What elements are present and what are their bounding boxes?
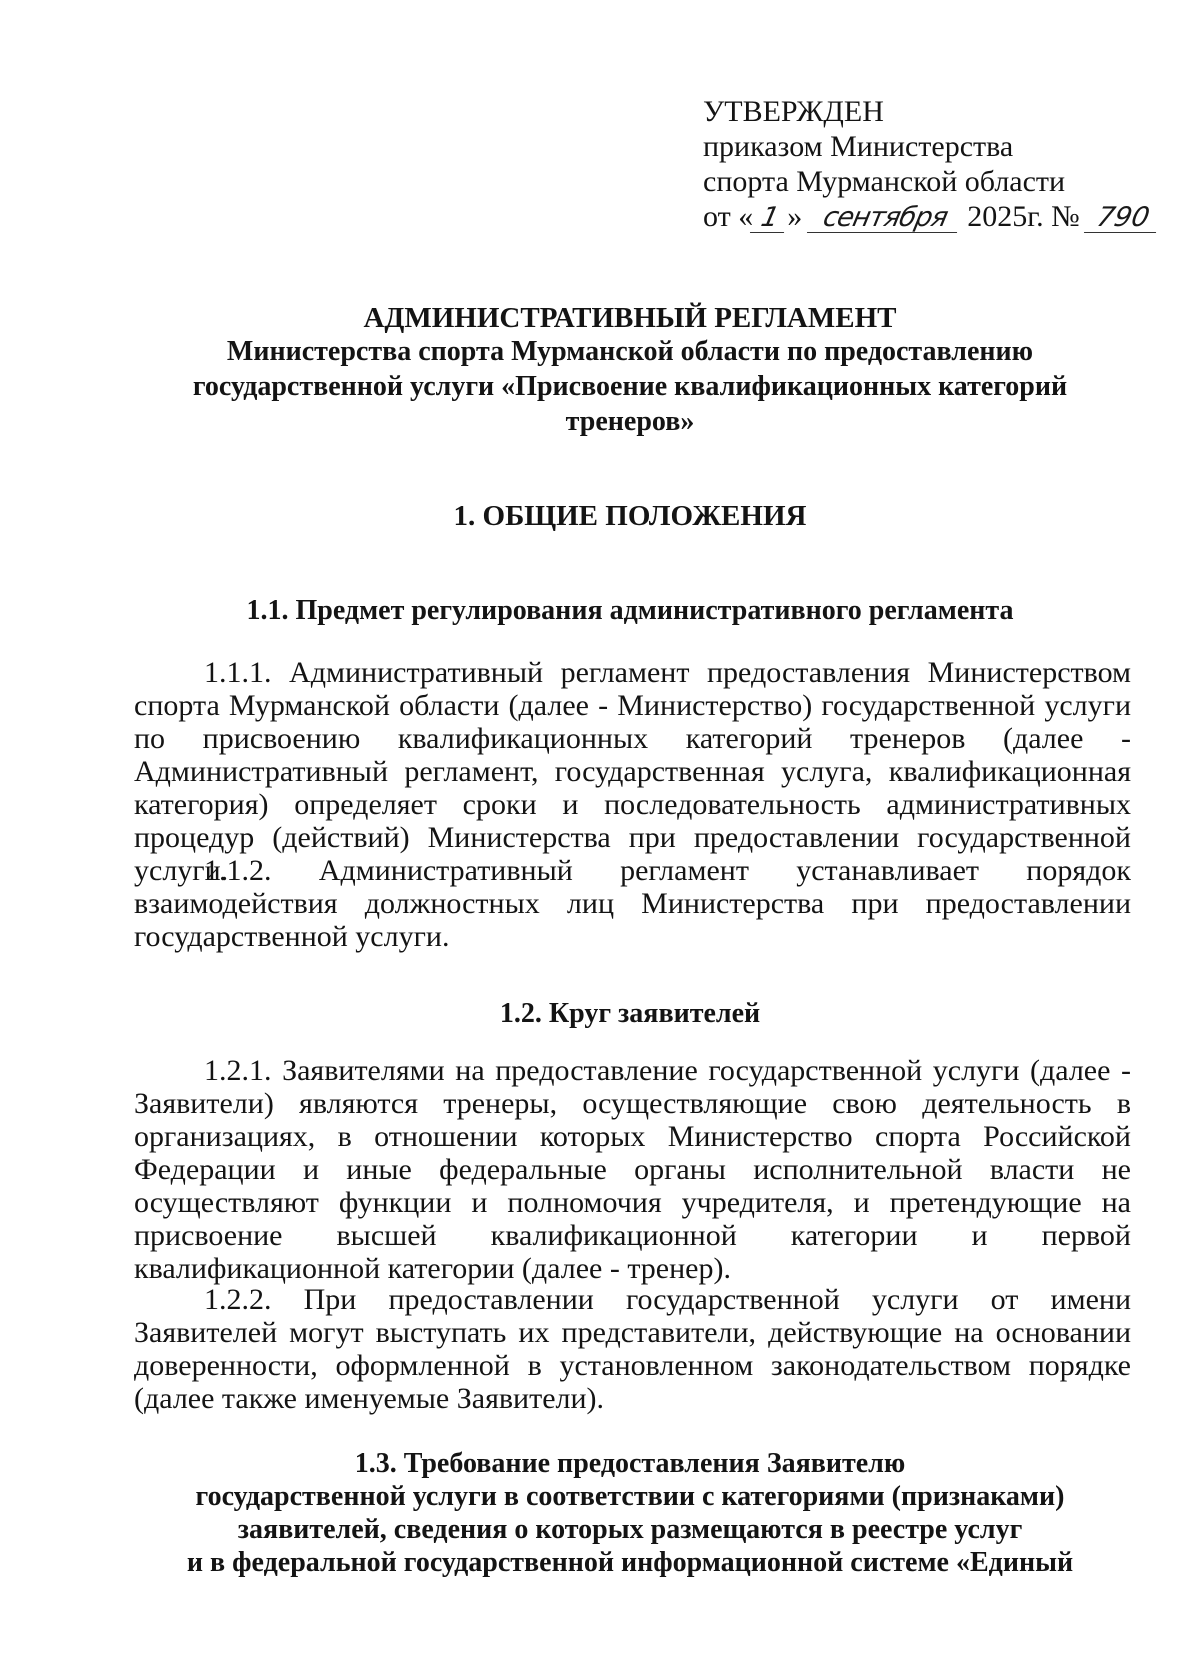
approval-order-line: приказом Министерства [703, 130, 1014, 163]
paragraph-text: 1.1.1. Административный регламент предоставления Министерством спорта Мурманской области (далее - Министерство) государственной услуги по присвоению квалификационных категорий тренеров (далее - Административный регламент, государственная услуга, квалификационная категория) определяет сроки и последовательность административных процедур (действий) Министерства при предоставлении государственной услуги. [134, 656, 1131, 887]
heading-line: 1.3. Требование предоставления Заявителю [354, 1448, 906, 1479]
paragraph-1-1-2 [134, 854, 1131, 953]
paragraph-text: 1.2.2. При предоставлении государственной услуги от имени Заявителей могут выступать их представители, действующие на основании доверенности, оформленной в установленном законодательством порядке (далее также именуемые Заявители). [134, 1283, 1131, 1415]
section-heading-general-provisions: 1. ОБЩИЕ ПОЛОЖЕНИЯ [453, 500, 807, 532]
approval-title: УТВЕРЖДЕН [703, 95, 884, 128]
handwritten-order-number: 790 [1084, 204, 1162, 233]
paragraph-text: 1.2.1. Заявителями на предоставление государственной услуги (далее - Заявители) являются тренеры, осуществляющие свою деятельность в организациях, в отношении которых Министерство спорта Российской Федерации и иные федеральные органы исполнительной власти не осуществляют функции и полномочия учредителя, и претендующие на присвоение высшей квалификационной категории и первой квалификационной категории (далее - тренер). [134, 1054, 1131, 1285]
subsection-heading-1-3 [130, 1447, 1130, 1579]
handwritten-day: 1 [750, 204, 790, 233]
approval-ministry-line: спорта Мурманской области [703, 165, 1066, 198]
subsection-heading-1-1: 1.1. Предмет регулирования административного регламента [246, 595, 1014, 626]
paragraph-1-1-1 [134, 656, 1131, 887]
approval-date-line [703, 199, 1173, 234]
date-mid: » [787, 200, 803, 233]
heading-line: государственной услуги в соответствии с категориями (признаками) [195, 1481, 1065, 1512]
heading-line: и в федеральной государственной информационной системе «Единый [186, 1547, 1074, 1578]
subsection-heading-1-2: 1.2. Круг заявителей [499, 998, 761, 1029]
handwritten-month: сентября [807, 204, 963, 233]
approval-stamp-block [703, 94, 1173, 234]
date-year: 2025г. № [967, 200, 1080, 233]
paragraph-1-2-1 [134, 1054, 1131, 1285]
document-subtitle: Министерства спорта Мурманской области по предоставлению государственной услуги «Присвоение квалификационных категорий тренеров» [192, 336, 1068, 437]
paragraph-text: 1.1.2. Административный регламент устанавливает порядок взаимодействия должностных лиц Министерства при предоставлении государственной услуги. [134, 854, 1131, 953]
heading-line: заявителей, сведения о которых размещаются в реестре услуг [237, 1514, 1023, 1545]
paragraph-1-2-2 [134, 1283, 1131, 1415]
document-title: АДМИНИСТРАТИВНЫЙ РЕГЛАМЕНТ [363, 302, 897, 334]
date-prefix: от « [703, 200, 754, 233]
